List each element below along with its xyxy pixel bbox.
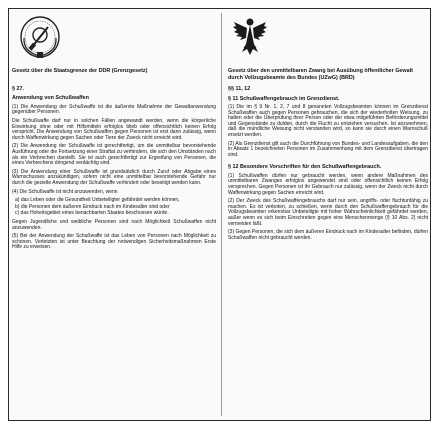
federal-eagle-container: [228, 12, 428, 64]
ddr-section-title: Anwendung von Schußwaffen: [12, 95, 89, 102]
brd-law-column: [228, 12, 428, 418]
brd-12-paragraph-3: (3) Gegen Personen, die sich dem äußeren Eindruck nach im Kindesalter befinden, dürfen Schußwaffen nicht gebraucht werden.: [228, 229, 428, 241]
ddr-emblem-icon: [18, 14, 62, 60]
brd-section-11-title: § 11 Schußwaffengebrauch im Grenzdienst.: [228, 95, 340, 102]
brd-12-paragraph-1: (1) Schußwaffen dürfen nur gebraucht werden, wenn andere Maßnahmen des unmittelbaren Zwanges erfolglos angewendet sind oder offensichtlich keinen Erfolg versprechen. Gegen Personen ist ihr Gebrauch nur zulässig, wenn der Zweck nicht durch Waffenwirkung gegen Sachen erreicht wird.: [228, 172, 428, 196]
ddr-emblem-container: [12, 12, 216, 64]
ddr-law-title: Gesetz über die Staatsgrenze der DDR (Grenzgesetz): [12, 68, 148, 74]
list-item: a) das Leben oder die Gesundheit Unbeteiligter gefährdet werden können,: [15, 197, 180, 204]
ddr-paragraph-3: (3) Die Anwendung einer Schußwaffe ist grundsätzlich durch Zuruf oder Abgabe eines Warnschusses anzukündigen, sofern nicht eine unmittelbar bevorstehende Gefahr nur durch die gezielte Anwendung der Schußwaffe verhindert oder beseitigt werden kann.: [12, 168, 216, 186]
ddr-after-list: Gegen Jugendliche und weibliche Personen sind nach Möglichkeit Schußwaffen nicht anzuwenden.: [12, 218, 216, 231]
list-item: c) das Hoheitsgebiet eines benachbarten Staates beschossen würde.: [15, 210, 169, 217]
ddr-paragraph-5: (5) Bei der Anwendung der Schußwaffe ist das Leben von Personen nach Möglichkeit zu schonen. Verletzten ist unter Beachtung der notwendigen Sicherheitsmaßnahmen Erste Hilfe zu erweisen.: [12, 233, 216, 251]
document-page: [8, 8, 431, 421]
ddr-law-column: [12, 12, 216, 418]
brd-11-paragraph-2: (2) Als Grenzdienst gilt auch die Durchführung von Bundes- und Landesaufgaben, die den in Absatz 1 bezeichneten Personen im Zusammenhang mit dem Grenzdienst übertragen sind.: [228, 140, 428, 158]
ddr-paragraph-4: (4) Die Schußwaffe ist nicht anzuwenden, wenn: [12, 188, 118, 195]
federal-eagle-icon: [232, 14, 268, 60]
brd-section-number: §§ 11, 12: [228, 86, 251, 93]
ddr-section-number: § 27.: [12, 86, 24, 92]
brd-section-12-title: § 12 Besondere Vorschriften für den Schußwaffengebrauch.: [228, 164, 382, 171]
column-divider: [221, 13, 222, 416]
ddr-paragraph-1: (1) Die Anwendung der Schußwaffe ist die äußerste Maßnahme der Gewaltanwendung gegenüber Personen.: [12, 103, 216, 116]
ddr-paragraph-1b: Die Schußwaffe darf nur in solchen Fällen angewandt werden, wenn die körperliche Einwirkung ohne oder mit Hilfsmitteln erfolglos blieb oder offensichtlich keinen Erfolg verspricht. Die Anwendung von Schußwaffen gegen Personen ist erst dann zulässig, wenn durch Waffenwirkung gegen Sachen oder Tiere der Zweck nicht erreicht wird.: [12, 118, 216, 141]
ddr-paragraph-2: (2) Die Anwendung der Schußwaffe ist gerechtfertigt, um die unmittelbar bevorstehende Ausführung oder die Fortsetzung einer Straftat zu verhindern, die sich den Umständen nach als ein Verbrechen darstellt. Sie ist auch gerechtfertigt zur Ergreifung von Personen, die eines Verbrechens dringend verdächtig sind.: [12, 143, 216, 167]
brd-11-paragraph-1: (1) Die im § 9 Nr. 1, 2, 7 und 8 genannten Vollzugsbeamten können im Grenzdienst Schußwaffen auch gegen Personen gebrauchen, die sich der wiederholten Weisung, zu halten oder die Überprüfung ihrer Person oder der etwa mitgeführten Beförderungsmittel und Gegenstände zu dulden, durch die Flucht zu entziehen versuchen. Ist anzunehmen, daß die mündliche Weisung nicht verstanden wird, so kann sie durch einen Warnschuß ersetzt werden.: [228, 104, 428, 138]
brd-12-paragraph-2: (2) Der Zweck des Schußwaffengebrauchs darf nur sein, angriffs- oder fluchtunfähig zu machen. Es ist verboten, zu schießen, wenn durch den Schußwaffengebrauch für die Vollzugsbeamten erkennbar Unbeteiligte mit hoher Wahrscheinlichkeit gefährdet werden, außer wenn es sich beim Einschreiten gegen eine Menschenmenge (§ 10 Abs. 2) nicht vermeiden läßt.: [228, 198, 428, 227]
brd-law-title: Gesetz über den unmittelbaren Zwang bei Ausübung öffentlicher Gewalt durch Vollzugsbeamte des Bundes (UZwG) (BRD): [228, 68, 413, 81]
list-item: b) die Personen dem äußeren Eindruck nach im Kindesalter sind oder: [15, 203, 170, 210]
ddr-exception-list: [12, 198, 216, 217]
